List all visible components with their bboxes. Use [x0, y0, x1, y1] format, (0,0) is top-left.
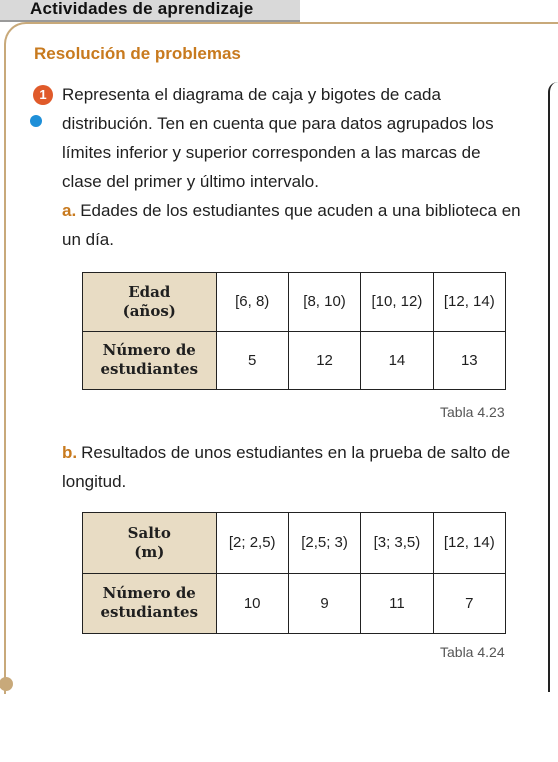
right-margin-bracket [548, 82, 558, 692]
table-b-interval: [12, 14) [433, 513, 505, 574]
table-a-count: 5 [216, 331, 288, 390]
item-a-text: Edades de los estudiantes que acuden a una biblioteca en un día. [62, 201, 521, 249]
table-a-interval: [10, 12) [361, 273, 433, 332]
table-a-row2-header: Número de estudiantes [83, 331, 217, 390]
table-b-row1-header: Salto (m) [83, 513, 217, 574]
item-b-text: Resultados de unos estudiantes en la prueba de salto de longitud. [62, 443, 511, 491]
problem-number-badge: 1 [33, 85, 53, 105]
problem-statement: Representa el diagrama de caja y bigotes de cada distribución. Ten en cuenta que para datos agrupados los límites inferior y superior corresponden a las marcas de clase del primer y último intervalo. [62, 85, 494, 191]
table-a-caption: Tabla 4.23 [440, 404, 505, 420]
activities-header-title: Actividades de aprendizaje [30, 0, 254, 18]
table-b-count: 9 [288, 573, 360, 634]
table-b-row2-header: Número de estudiantes [83, 573, 217, 634]
table-a-count: 13 [433, 331, 505, 390]
table-a-count: 14 [361, 331, 433, 390]
table-a-interval: [12, 14) [433, 273, 505, 332]
table-b-count: 11 [361, 573, 433, 634]
item-b-letter: b. [62, 443, 78, 462]
table-b-interval: [2; 2,5) [216, 513, 288, 574]
section-title: Resolución de problemas [34, 44, 241, 63]
activities-header-bar [0, 0, 300, 22]
item-a-letter: a. [62, 201, 77, 220]
table-4-24 [82, 512, 506, 634]
table-a-row1-header: Edad (años) [83, 273, 217, 332]
table-a-interval: [6, 8) [216, 273, 288, 332]
item-a [62, 196, 522, 254]
table-a-interval: [8, 10) [288, 273, 360, 332]
table-b-interval: [2,5; 3) [288, 513, 360, 574]
table-b-count: 10 [216, 573, 288, 634]
table-4-23 [82, 272, 506, 390]
table-b-interval: [3; 3,5) [361, 513, 433, 574]
table-b-count: 7 [433, 573, 505, 634]
table-a-count: 12 [288, 331, 360, 390]
table-b-caption: Tabla 4.24 [440, 644, 505, 660]
item-b [62, 438, 522, 496]
difficulty-bullet-icon [30, 115, 42, 127]
